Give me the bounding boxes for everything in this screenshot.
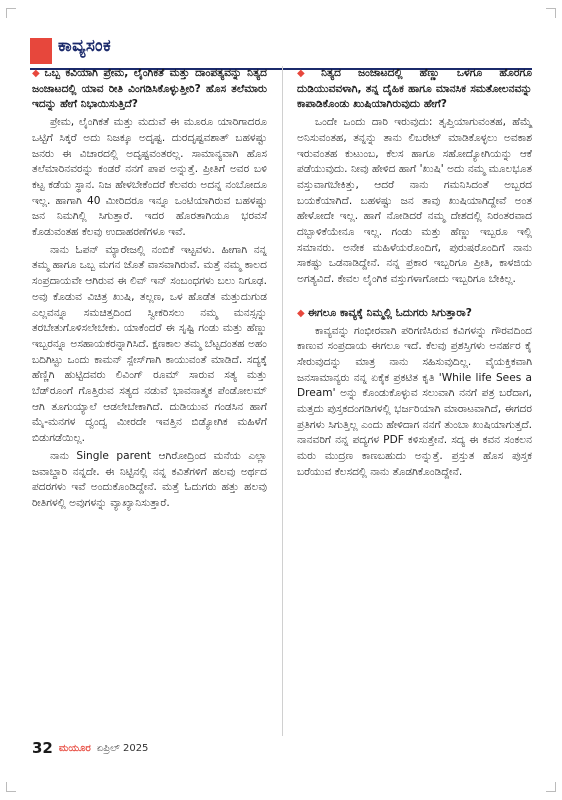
- answer-paragraph: ನಾನು Single parent ಆಗಿರೋದ್ರಿಂದ ಮನೆಯ ಎಲ್ಲಾ ಜವಾಬ್ದಾರಿ ನನ್ನದೇ. ಈ ನಿಟ್ಟಿನಲ್ಲಿ ನನ್ನ ಕವಿತೆಗಳಿಗೆ ಹಲವು ಅರ್ಥದ ಪದರಗಳು ಇವೆ ಅಂದುಕೊಂಡಿದ್ದೇನೆ. ಮತ್ತೆ ಓದುಗರು ಹತ್ತು ಹಲವು ರೀತಿಗಳಲ್ಲಿ ಅವುಗಳನ್ನು ವ್ಯಾಖ್ಯಾನಿಸುತ್ತಾರೆ.: [32, 449, 267, 509]
- left-column: [32, 66, 267, 514]
- header-accent-bar: [30, 38, 52, 64]
- crop-mark-top-left: [6, 8, 16, 18]
- section-title: ಕಾವ್ಯಸಂಕ: [58, 36, 112, 56]
- magazine-logo: ಮಯೂರ: [58, 742, 91, 754]
- page-number: 32: [32, 739, 53, 757]
- question-3: ◆ ಈಗಲೂ ಕಾವ್ಯಕ್ಕೆ ನಿಮ್ಮಲ್ಲಿ ಓದುಗರು ಸಿಗುತ್ತಾರಾ?: [297, 306, 472, 319]
- crop-mark-bottom-left: [6, 782, 16, 792]
- crop-mark-top-right: [546, 8, 556, 18]
- diamond-bullet-icon: ◆: [297, 307, 305, 319]
- issue-date: ಏಪ್ರಿಲ್ 2025: [96, 742, 149, 754]
- page-footer: [32, 738, 148, 758]
- column-divider: [282, 66, 283, 736]
- diamond-bullet-icon: ◆: [32, 68, 42, 79]
- answer-paragraph: ಕಾವ್ಯವನ್ನು ಗಂಭೀರವಾಗಿ ಪರಿಗಣಿಸಿರುವ ಕವಿಗಳನ್ನು ಗೌರವದಿಂದ ಕಾಣುವ ಸಂಪ್ರದಾಯ ಈಗಲೂ ಇದೆ. ಕೆಲವು ಪ್ರಶಸ್ತಿಗಳು ಅನರ್ಹರ ಕೈ ಸೇರುವುದನ್ನು ಮಾತ್ರ ನಾನು ಸಹಿಸುವುದಿಲ್ಲ. ವೈಯಕ್ತಿಕವಾಗಿ ಜನಸಾಮಾನ್ಯರು ನನ್ನ ಏಕೈಕ ಪ್ರಕಟಿತ ಕೃತಿ 'While life Sees a Dream' ಅನ್ನು ಕೊಂಡುಕೊಳ್ಳುವ ಸಲುವಾಗಿ ನನಗೆ ಪತ್ರ ಬರೆದಾಗ, ಮತ್ತದು ಪುಸ್ತಕದಂಗಡಿಗಳಲ್ಲಿ ಭರ್ಜರಿಯಾಗಿ ಮಾರಾಟವಾಗಿದೆ, ಈಗದರ ಪ್ರತಿಗಳು ಸಿಗುತ್ತಿಲ್ಲ ಎಂದು ಹೇಳಿದಾಗ ನನಗೆ ತುಂಬಾ ಖುಷಿಯಾಗುತ್ತದೆ. ನಾನವರಿಗೆ ನನ್ನ ಪದ್ಯಗಳ PDF ಕಳಿಸುತ್ತೇನೆ. ಸದ್ಯ ಈ ಕವನ ಸಂಕಲನ ಮರು ಮುದ್ರಣ ಕಾಣಬಹುದು ಅನ್ನುತ್ತೆ. ಪ್ರಸ್ತುತ ಹೊಸ ಪುಸ್ತಕ ಬರೆಯುವ ಕೆಲಸದಲ್ಲಿ ನಾನು ತೊಡಗಿಕೊಂಡಿದ್ದೇನೆ.: [297, 324, 532, 478]
- answer-paragraph: ಪ್ರೇಮ, ಲೈಂಗಿಕತೆ ಮತ್ತು ಮದುವೆ ಈ ಮೂರೂ ಯಾರಿಗಾದರೂ ಒಟ್ಟಿಗೆ ಸಿಕ್ಕರೆ ಅದು ನಿಜಕ್ಕೂ ಅದೃಷ್ಟ. ದುರದೃಷ್ಟವಶಾತ್ ಬಹಳಷ್ಟು ಜನರು ಈ ವಿಚಾರದಲ್ಲಿ ಅದೃಷ್ಟವಂತರಲ್ಲ. ಸಾಮಾನ್ಯವಾಗಿ ಹೊಸ ತಲೆಮಾರಿನವರನ್ನು ಕಂಡರೆ ನನಗೆ ಪಾಪ ಅನ್ನುತ್ತೆ. ಪ್ರೀತಿಗೆ ಅವರ ಬಳಿ ಕಟ್ಟ ಕಡೆಯ ಸ್ಥಾನ. ನಿಜ ಹೇಳಬೇಕೆಂದರೆ ಕೆಲವರು ಅದನ್ನ ನಂಬೋದೂ ಇಲ್ಲ. ಹಾಗಾಗಿ 40 ಮೀರಿದರೂ ಇನ್ನೂ ಒಂಟಿಯಾಗಿರುವ ಬಹಳಷ್ಟು ಜನ ನಿಮಗಿಲ್ಲಿ ಸಿಗುತ್ತಾರೆ. ಇದರ ಹೊರತಾಗಿಯೂ ಭರವಸೆ ಕೊಡುವಂತಹ ಕೆಲವು ಉದಾಹರಣೆಗಳೂ ಇವೆ.: [32, 116, 267, 239]
- diamond-bullet-icon: ◆: [297, 68, 319, 79]
- answer-paragraph: ಒಂದೇ ಒಂದು ದಾರಿ ಇರುವುದು: ತೃಪ್ತಿಯಾಗುವಂತಹ, ಹೆಮ್ಮೆ ಅನಿಸುವಂತಹ, ತನ್ನನ್ನು ತಾನು ಲಿಬರೇಟ್ ಮಾಡಿಕೊಳ್ಳಲು ಅವಕಾಶ ಇರುವಂತಹ ಕುಟುಂಬ, ಕೆಲಸ ಹಾಗೂ ಸಹೋದ್ಯೋಗಿಯನ್ನು ಆಕೆ ಪಡೆಯುವುದು. ನೀವು ಹೇಳಿದ ಹಾಗೆ 'ಖುಷಿ' ಅದು ನಮ್ಮ ಮೂಲಭೂತ ವಸ್ತುವಾಗಬೇಕಿತ್ತು, ಆದರೆ ನಾನು ಗಮನಿಸಿದಂತೆ ಅಬ್ಬರದ ಬಯಕೆಯಾಗಿದೆ. ಬಹಳಷ್ಟು ಜನ ತಾವು ಖುಷಿಯಾಗಿದ್ದೇವೆ ಅಂತ ಹೇಳೋದೇ ಇಲ್ಲ. ಹಾಗೆ ನೋಡಿದರೆ ನಮ್ಮ ದೇಶದಲ್ಲಿ ನಿರಂತರವಾದ ದಬ್ಬಾಳಿಕೆಯೇನೂ ಇಲ್ಲ. ಗಂಡು ಮತ್ತು ಹೆಣ್ಣು ಇಬ್ಬರೂ ಇಲ್ಲಿ ಸಮಾನರು. ಅನೇಕ ಮಹಿಳೆಯರೊಂದಿಗೆ, ಪುರುಷರೊಂದಿಗೆ ನಾನು ಸಾಕಷ್ಟು ಒಡನಾಡಿದ್ದೇನೆ. ನನ್ನ ಪ್ರಕಾರ ಇಬ್ಬರಿಗೂ ಪ್ರೀತಿ, ಕಾಳಜಿಯ ಅಗತ್ಯವಿದೆ. ಕೇವಲ ಲೈಂಗಿಕ ವಸ್ತುಗಳಾಗೋದು ಇಬ್ಬರಿಗೂ ಬೇಕಿಲ್ಲ.: [297, 116, 532, 286]
- answer-paragraph: ನಾನು ಓಪನ್ ಮ್ಯಾರೇಜಲ್ಲಿ ನಂಬಿಕೆ ಇಟ್ಟವಳು. ಹೀಗಾಗಿ ನನ್ನ ತಮ್ಮ ಹಾಗೂ ಒಬ್ಬ ಮಗನ ಜೊತೆ ವಾಸವಾಗಿರುವೆ. ಮತ್ತೆ ನಮ್ಮ ಕಾಲದ ಸಂಪ್ರದಾಯವೇ ಆಗಿರುವ ಈ ಲಿವ್ ಇನ್ ಸಂಬಂಧಗಳು ಬಲು ನಿಗೂಢ. ಅವು ಕೊಡುವ ವಿಚಿತ್ರ ಖುಷಿ, ತಲ್ಲಣ, ಒಳ ಹೊಡೆತ ಮತ್ತುದುಗುಡ ಎಲ್ಲವನ್ನೂ ಸಮಚಿತ್ತದಿಂದ ಸ್ವೀಕರಿಸಲು ನಮ್ಮ ಮನಸ್ಸನ್ನು ತರಬೇತುಗೊಳಿಸಲೇಬೇಕು. ಯಾಕೆಂದರೆ ಈ ಸೃಷ್ಟಿ ಗಂಡು ಮತ್ತು ಹೆಣ್ಣು ಇಬ್ಬರನ್ನೂ ಅಸಹಾಯಕರನ್ನಾಗಿಸಿದೆ. ಕ್ಷಣಕಾಲ ತಮ್ಮ ಬೆಟ್ಟದಂತಹ ಅಹಂ ಬದಿಗಿಟ್ಟು ಒಂದು ಕಾಮನ್ ಸ್ಪೇಸ್‌ಗಾಗಿ ಕಾಯುವಂತೆ ಮಾಡಿದೆ. ಸದ್ಯಕ್ಕೆ ಹೆಣ್ಣಿಗಿ ಹುಟ್ಟಿದವರು ಲಿವಿಂಗ್ ರೂಮ್ ಸಾರುವ ಸತ್ಯ ಮತ್ತು ಬೆಡ್‌ರೂಂಗೆ ಗೊತ್ತಿರುವ ಸತ್ಯದ ನಡುವೆ ಭಾವನಾತ್ಮಕ ಪೆಂಡೋಲಮ್ ಆಗಿ ತೂಗುಯ್ಯಾಲೆ ಆಡಲೇಬೇಕಾಗಿದೆ. ದುಡಿಯುವ ಗಂಡಸಿನ ಹಾಗೆ ಮೈ-ಮನಗಳ ದ್ವಂದ್ವ ಮೀರದೇ ಇವತ್ತಿನ ಬಿಡ್ಯೋಗಿಕ ಮಹಿಳೆಗೆ ಬಿಡುಗಡೆಯಿಲ್ಲ.: [32, 243, 267, 445]
- spacer: [297, 290, 532, 306]
- right-column: [297, 66, 532, 483]
- question-1: ◆ ಒಬ್ಬ ಕವಿಯಾಗಿ ಪ್ರೇಮ, ಲೈಂಗಿಕತೆ ಮತ್ತು ದಾಂಪತ್ಯವನ್ನು ನಿತ್ಯದ ಜಂಜಾಟದಲ್ಲಿ ಯಾವ ರೀತಿ ವಿಂಗಡಿಸಿಕೊಳ್ಳುತ್ತೀರಿ? ಹೊಸ ತಲೆಮಾರು ಇದನ್ನು ಹೇಗೆ ನಿಭಾಯಿಸುತ್ತಿದೆ?: [32, 67, 267, 111]
- question-2: ◆ ನಿತ್ಯದ ಜಂಜಾಟದಲ್ಲಿ ಹೆಣ್ಣು ಒಳಗೂ ಹೊರಗೂ ದುಡಿಯುವವಳಾಗಿ, ತನ್ನ ದೈಹಿಕ ಹಾಗೂ ಮಾನಸಿಕ ಸಮತೋಲನವನ್ನು ಕಾಪಾಡಿಕೊಂಡು ಖುಷಿಯಾಗಿರುವುದು ಹೇಗೆ?: [297, 67, 532, 111]
- crop-mark-bottom-right: [546, 782, 556, 792]
